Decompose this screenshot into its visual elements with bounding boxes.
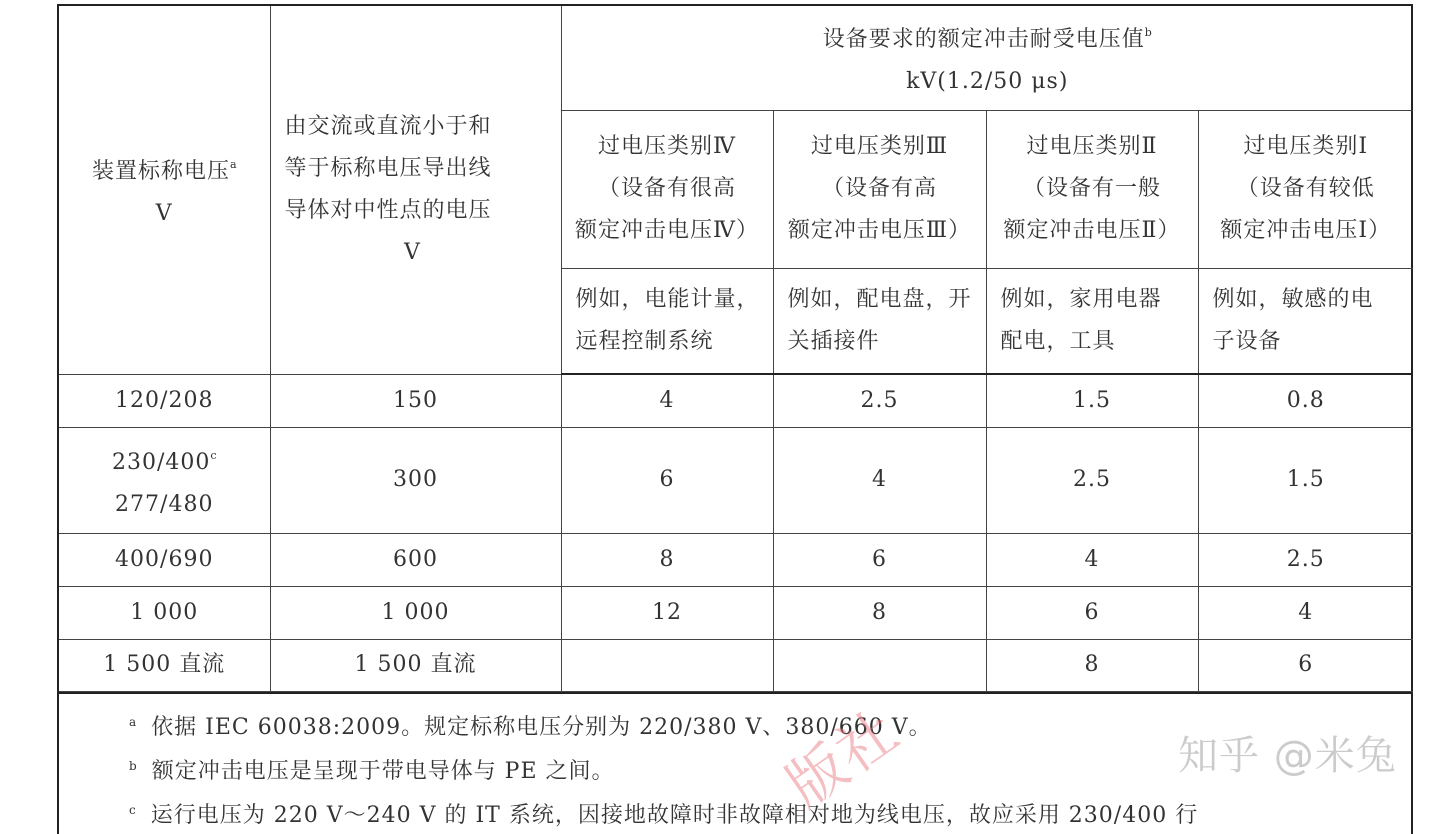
header-category-i: 过电压类别Ⅰ （设备有较低 额定冲击电压Ⅰ） — [1198, 110, 1413, 268]
header-category-iv: 过电压类别Ⅳ （设备有很高 额定冲击电压Ⅳ） — [561, 110, 773, 268]
cell-nominal: 400/690 — [59, 533, 270, 586]
voltage-table — [59, 6, 1413, 692]
cell-cat-iii — [773, 639, 986, 691]
zhihu-watermark: 知乎 @米兔 — [1178, 733, 1397, 779]
header-rated-impulse-voltage: 设备要求的额定冲击耐受电压值$^b$ kV(1.2/50 μs) — [561, 6, 1413, 110]
cell-voltage: 1 000 — [270, 586, 561, 639]
cell-nominal: 120/208 — [59, 374, 270, 427]
cell-cat-ii: 4 — [986, 533, 1198, 586]
cell-cat-ii: 1.5 — [986, 374, 1198, 427]
header-category-iii: 过电压类别Ⅲ （设备有高 额定冲击电压Ⅲ） — [773, 110, 986, 268]
cell-cat-iv — [561, 639, 773, 691]
cell-cat-iv: 8 — [561, 533, 773, 586]
table-row — [59, 586, 1413, 639]
cell-cat-ii: 8 — [986, 639, 1198, 691]
cell-voltage: 150 — [270, 374, 561, 427]
example-category-iii: 例如，配电盘，开 关插接件 — [773, 268, 986, 374]
cell-voltage: 600 — [270, 533, 561, 586]
cell-cat-iii: 2.5 — [773, 374, 986, 427]
example-category-ii: 例如，家用电器 配电，工具 — [986, 268, 1198, 374]
cell-cat-iv: 4 — [561, 374, 773, 427]
example-category-i: 例如，敏感的电 子设备 — [1198, 268, 1413, 374]
cell-cat-iii: 8 — [773, 586, 986, 639]
cell-cat-i: 2.5 — [1198, 533, 1413, 586]
header-nominal-voltage: 装置标称电压$^a$ V — [59, 6, 270, 374]
table-row — [59, 639, 1413, 691]
cell-voltage: 300 — [270, 427, 561, 533]
document-page — [57, 4, 1413, 834]
cell-cat-i: 6 — [1198, 639, 1413, 691]
footnote-b: $^b$ 额定冲击电压是呈现于带电导体与 PE 之间。 — [129, 759, 615, 784]
cell-cat-ii: 6 — [986, 586, 1198, 639]
cell-voltage: 1 500 直流 — [270, 639, 561, 691]
footnote-a: $^a$ 依据 IEC 60038:2009。规定标称电压分别为 220/380 V、380/660 V。 — [129, 715, 932, 740]
publisher-stamp-watermark: 版社 — [774, 695, 912, 821]
header-line-to-neutral-voltage: 由交流或直流小于和 等于标称电压导出线 导体对中性点的电压 V — [270, 6, 561, 374]
cell-cat-i: 1.5 — [1198, 427, 1413, 533]
cell-cat-i: 4 — [1198, 586, 1413, 639]
cell-cat-iv: 6 — [561, 427, 773, 533]
table-row — [59, 533, 1413, 586]
cell-nominal: 1 000 — [59, 586, 270, 639]
cell-cat-iv: 12 — [561, 586, 773, 639]
example-category-iv: 例如，电能计量， 远程控制系统 — [561, 268, 773, 374]
cell-cat-i: 0.8 — [1198, 374, 1413, 427]
cell-cat-ii: 2.5 — [986, 427, 1198, 533]
cell-cat-iii: 4 — [773, 427, 986, 533]
table-row — [59, 374, 1413, 427]
footnote-c: $^c$ 运行电压为 220 V～240 V 的 IT 系统，因接地故障时非故障相对地为线电压，故应采用 230/400 行 — [129, 803, 1199, 828]
table-row — [59, 427, 1413, 533]
cell-nominal: 230/400$^c$ 277/480 — [59, 427, 270, 533]
cell-cat-iii: 6 — [773, 533, 986, 586]
cell-nominal: 1 500 直流 — [59, 639, 270, 691]
header-category-ii: 过电压类别Ⅱ （设备有一般 额定冲击电压Ⅱ） — [986, 110, 1198, 268]
